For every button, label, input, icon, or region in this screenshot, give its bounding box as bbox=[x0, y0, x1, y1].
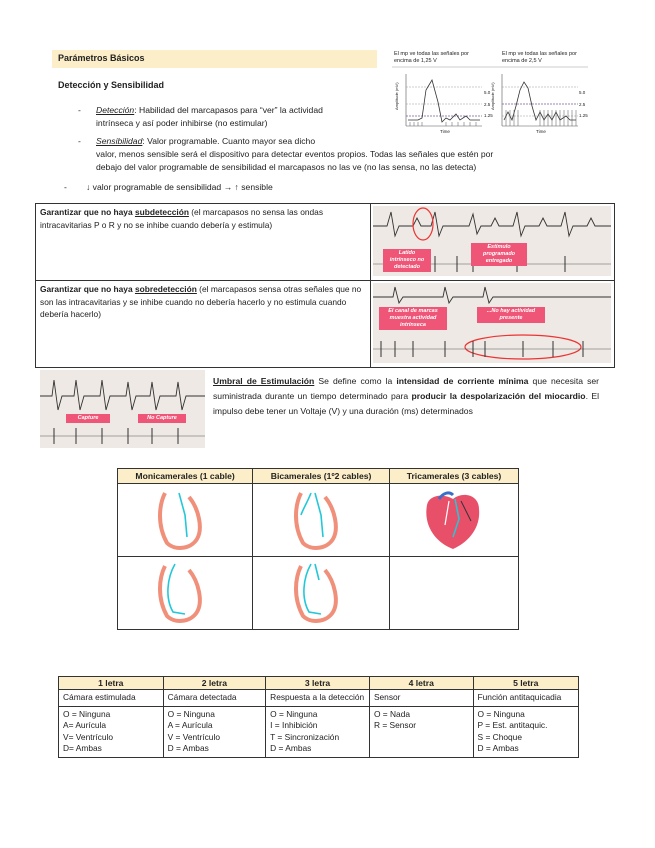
right-caption-2: encima de 2,5 V bbox=[502, 57, 542, 64]
heart-bi-2 bbox=[253, 557, 390, 630]
deteccion-text: : Habilidad del marcapasos para “ver” la actividad bbox=[134, 105, 323, 115]
code-value: P = Est. antitaquic. bbox=[477, 720, 548, 730]
code-sub-2: Cámara detectada bbox=[163, 690, 266, 707]
heart-bi-1 bbox=[253, 484, 390, 557]
heart-tri-1 bbox=[389, 484, 518, 557]
code-sub-4: Sensor bbox=[369, 690, 473, 707]
code-value: A= Aurícula bbox=[63, 720, 107, 730]
y-label-right: Amplitude (mV) bbox=[490, 82, 495, 110]
under-detection-text bbox=[36, 204, 371, 281]
code-values-4 bbox=[369, 706, 473, 757]
tick-right-2: 2.5 bbox=[579, 102, 586, 107]
capture-ecg bbox=[40, 370, 205, 448]
left-caption-1: El mp ve todas las señales por bbox=[394, 51, 469, 57]
bullet-sensibilidad bbox=[96, 135, 596, 174]
umbral-paragraph bbox=[213, 374, 599, 419]
over-label-2: ...No hay actividad presente bbox=[477, 307, 545, 323]
tick-left-2: 2.5 bbox=[484, 102, 491, 107]
umbral-t2: que necesita ser suministrada durante un tiempo determinado para bbox=[213, 376, 600, 401]
code-sub-1: Cámara estimulada bbox=[59, 690, 164, 707]
code-value: D = Ambas bbox=[477, 743, 519, 753]
code-value: V= Ventrículo bbox=[63, 731, 114, 742]
under-text: (el marcapasos no sensa las ondas intracavitarias P o R y no se inhibe cuando debería y estimula) bbox=[40, 207, 324, 230]
under-label-1: Latido intrínseco no detectado bbox=[383, 249, 431, 272]
code-header-4: 4 letra bbox=[369, 677, 473, 690]
right-caption-1: El mp ve todas las señales por bbox=[502, 51, 577, 57]
under-detection-ecg-cell bbox=[371, 204, 615, 281]
section-title: Parámetros Básicos bbox=[58, 53, 145, 63]
code-value: A = Aurícula bbox=[167, 720, 213, 730]
umbral-t1: Se define como la bbox=[314, 376, 397, 386]
code-sub-5: Función antitaquicadia bbox=[473, 690, 578, 707]
tick-right-5: 5.0 bbox=[579, 90, 586, 95]
tick-right-1: 1.25 bbox=[579, 113, 588, 118]
bullet-dash-1: - bbox=[78, 105, 81, 115]
code-sub-3-text: Respuesta a la detección bbox=[270, 692, 365, 702]
code-value: O = Ninguna bbox=[270, 708, 318, 719]
over-detection-text bbox=[36, 281, 371, 368]
umbral-b2: producir la despolarización del miocardio bbox=[411, 391, 586, 401]
code-values-2 bbox=[163, 706, 266, 757]
code-header-1: 1 letra bbox=[59, 677, 164, 690]
under-key: subdetección bbox=[134, 207, 189, 217]
x-label-right: Time bbox=[536, 129, 546, 134]
chambers-header-3: Tricamerales (3 cables) bbox=[389, 469, 518, 484]
section-title-bar bbox=[52, 50, 377, 68]
code-sub-3 bbox=[266, 690, 370, 707]
over-text: (el marcapasos sensa otras señales que no son las intracavitarias y se inhibe cuando no debería hacerlo y no estimula cuando debería hacerlo) bbox=[40, 284, 362, 319]
capture-label: Capture bbox=[66, 414, 110, 423]
detection-table bbox=[35, 203, 615, 368]
left-caption-2: encima de 1,25 V bbox=[394, 57, 437, 64]
heart-empty bbox=[389, 557, 518, 630]
code-value: O = Ninguna bbox=[167, 708, 215, 719]
chambers-table bbox=[117, 468, 519, 630]
umbral-t3: . El impulso debe tener un Voltaje (V) y una duración (ms) determinados bbox=[213, 391, 599, 416]
code-value: R = Sensor bbox=[373, 720, 417, 730]
tick-left-5: 5.0 bbox=[484, 90, 491, 95]
chambers-header-1: Monicamerales (1 cable) bbox=[118, 469, 253, 484]
over-bold: Garantizar que no haya bbox=[40, 284, 135, 294]
code-value: S = Choque bbox=[477, 731, 522, 742]
code-header-5: 5 letra bbox=[473, 677, 578, 690]
code-value: D= Ambas bbox=[63, 743, 102, 753]
code-value: O = Nada bbox=[373, 708, 411, 719]
sensibilidad-text: : Valor programable. Cuanto mayor sea dicho bbox=[142, 136, 316, 146]
bullet-dash-3: - bbox=[64, 182, 67, 192]
code-value: O = Ninguna bbox=[63, 708, 111, 719]
bullet-dash-2: - bbox=[78, 136, 81, 146]
code-values-1 bbox=[59, 706, 164, 757]
code-value: D = Ambas bbox=[270, 743, 312, 753]
x-label-left: Time bbox=[440, 129, 450, 134]
sensitivity-figure bbox=[390, 50, 590, 140]
code-values-5 bbox=[473, 706, 578, 757]
sensibilidad-term: Sensibilidad bbox=[96, 136, 143, 146]
codes-table bbox=[58, 676, 579, 758]
code-value: O = Ninguna bbox=[477, 708, 525, 719]
code-value: D = Ambas bbox=[167, 743, 209, 753]
over-detection-ecg bbox=[373, 283, 611, 363]
bullet-deteccion bbox=[96, 104, 386, 130]
code-value: V = Ventrículo bbox=[167, 731, 220, 742]
over-key: sobredetección bbox=[134, 284, 197, 294]
heart-mono-2 bbox=[118, 557, 253, 630]
under-label-2: Estímulo programado entregado bbox=[471, 243, 527, 266]
sensibilidad-text-2: valor, menos sensible será el dispositivo para detectar eventos propios. Todas las señales que estén por bbox=[96, 149, 494, 159]
y-label-left: Amplitude (mV) bbox=[394, 82, 399, 110]
no-capture-label: No Capture bbox=[138, 414, 186, 423]
code-header-3: 3 letra bbox=[266, 677, 370, 690]
tick-left-1: 1.25 bbox=[484, 113, 493, 118]
code-values-3 bbox=[266, 706, 370, 757]
subheading: Detección y Sensibilidad bbox=[58, 80, 165, 90]
deteccion-text-2: intrínseca y así poder inhibirse (no estimular) bbox=[96, 118, 268, 128]
sensibilidad-text-3: debajo del valor programable de sensibilidad el marcapasos no las ve (no las sensa, no las detecta) bbox=[96, 162, 477, 172]
over-label-1: El canal de marcas muestra actividad intrínseca bbox=[379, 307, 447, 330]
umbral-title: Umbral de Estimulación bbox=[213, 376, 315, 386]
over-detection-ecg-cell bbox=[371, 281, 615, 368]
code-header-2: 2 letra bbox=[163, 677, 266, 690]
umbral-b1: intensidad de corriente mínima bbox=[396, 376, 529, 386]
code-value: I = Inhibición bbox=[270, 720, 318, 730]
chambers-header-2: Bicamerales (1º2 cables) bbox=[253, 469, 390, 484]
code-value: T = Sincronización bbox=[270, 731, 340, 742]
arrow-line: ↓ valor programable de sensibilidad → ↑ sensible bbox=[86, 182, 273, 192]
heart-mono-1 bbox=[118, 484, 253, 557]
under-bold: Garantizar que no haya bbox=[40, 207, 135, 217]
deteccion-term: Detección bbox=[96, 105, 135, 115]
under-detection-ecg bbox=[373, 206, 611, 276]
